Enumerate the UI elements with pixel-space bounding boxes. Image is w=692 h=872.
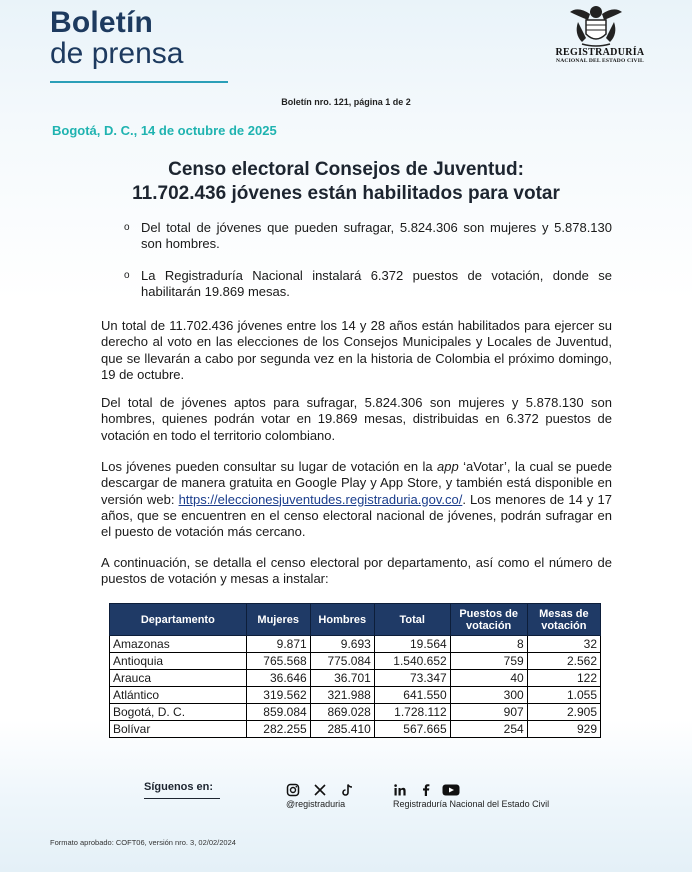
value-cell: 300 — [450, 687, 527, 704]
value-cell: 1.728.112 — [374, 704, 450, 721]
org-name: REGISTRADURÍA — [555, 47, 645, 58]
header-mujeres: Mujeres — [246, 604, 310, 636]
press-title-line2: 11.702.436 jóvenes están habilitados para votar — [132, 183, 560, 204]
value-cell: 775.084 — [310, 653, 374, 670]
value-cell: 36.701 — [310, 670, 374, 687]
header-departamento: Departamento — [110, 604, 247, 636]
header-total: Total — [374, 604, 450, 636]
value-cell: 2.905 — [527, 704, 600, 721]
coat-of-arms-icon — [568, 4, 624, 48]
value-cell: 1.055 — [527, 687, 600, 704]
bullet-text: Del total de jóvenes que pueden sufragar, 5.824.306 son mujeres y 5.878.130 son hombres. — [141, 220, 612, 251]
value-cell: 36.646 — [246, 670, 310, 687]
follow-label: Síguenos en: — [144, 781, 214, 793]
table-row — [110, 687, 601, 704]
value-cell: 319.562 — [246, 687, 310, 704]
value-cell: 907 — [450, 704, 527, 721]
paragraph-3 — [101, 459, 612, 540]
paragraph-2: Del total de jóvenes aptos para sufragar, 5.824.306 son mujeres y 5.878.130 son hombres, quienes podrán votar en 19.869 mesas, distribuidas en 6.372 puestos de votación en todo el territorio colombiano. — [101, 395, 612, 443]
value-cell: 122 — [527, 670, 600, 687]
paragraph-3-text-c: . Los menores de 14 y 17 años, que se encuentren en el censo electoral nacional de jóvenes, podrán sufragar en el puesto de votación más cercano. — [101, 491, 612, 540]
header-mesas: Mesas de votación — [527, 604, 600, 636]
header-divider — [50, 81, 228, 83]
paragraph-3-text-a: Los jóvenes pueden consultar su lugar de votación en la — [101, 459, 437, 474]
follow-underline — [144, 798, 220, 799]
x-icon[interactable] — [313, 783, 327, 797]
format-footer: Formato aprobado: COFT06, versión nro. 3, 02/02/2024 — [50, 838, 236, 847]
header-puestos: Puestos de votación — [450, 604, 527, 636]
header-title-line1: Boletín — [50, 6, 154, 39]
value-cell: 40 — [450, 670, 527, 687]
value-cell: 869.028 — [310, 704, 374, 721]
header-hombres: Hombres — [310, 604, 374, 636]
value-cell: 859.084 — [246, 704, 310, 721]
instagram-icon[interactable] — [286, 783, 300, 797]
value-cell: 929 — [527, 721, 600, 738]
header-title-line2: de prensa — [50, 37, 184, 70]
table-row — [110, 636, 601, 653]
value-cell: 254 — [450, 721, 527, 738]
facebook-icon[interactable] — [419, 783, 433, 797]
value-cell: 641.550 — [374, 687, 450, 704]
date-place: Bogotá, D. C., 14 de octubre de 2025 — [52, 123, 277, 138]
tiktok-icon[interactable] — [340, 783, 354, 797]
value-cell: 282.255 — [246, 721, 310, 738]
department-census-table — [109, 603, 601, 738]
press-title-line1: Censo electoral Consejos de Juventud: — [168, 159, 524, 180]
department-cell: Bolívar — [110, 721, 247, 738]
department-cell: Atlántico — [110, 687, 247, 704]
value-cell: 321.988 — [310, 687, 374, 704]
value-cell: 765.568 — [246, 653, 310, 670]
value-cell: 73.347 — [374, 670, 450, 687]
value-cell: 9.871 — [246, 636, 310, 653]
paragraph-4: A continuación, se detalla el censo electoral por departamento, así como el número de puestos de votación y mesas a instalar: — [101, 555, 612, 587]
value-cell: 19.564 — [374, 636, 450, 653]
value-cell: 285.410 — [310, 721, 374, 738]
youtube-icon[interactable] — [442, 783, 460, 797]
press-title — [80, 158, 612, 206]
value-cell: 2.562 — [527, 653, 600, 670]
department-cell: Bogotá, D. C. — [110, 704, 247, 721]
bullet-text: La Registraduría Nacional instalará 6.372 puestos de votación, donde se habilitarán 19.869 mesas. — [141, 268, 612, 299]
department-cell: Arauca — [110, 670, 247, 687]
bullet-marker: o — [124, 270, 130, 281]
table-header-row — [110, 604, 601, 636]
bullet-marker: o — [124, 222, 130, 233]
value-cell: 1.540.652 — [374, 653, 450, 670]
social-org-name: Registraduría Nacional del Estado Civil — [393, 799, 550, 809]
table-row — [110, 670, 601, 687]
value-cell: 759 — [450, 653, 527, 670]
social-handle: @registraduria — [286, 799, 346, 809]
linkedin-icon[interactable] — [393, 783, 407, 797]
paragraph-1: Un total de 11.702.436 jóvenes entre los 14 y 28 años están habilitados para ejercer su derecho al voto en las elecciones de los Consejos Municipales y Locales de Juventud, que se llevarán a cabo por segunda vez en la historia de Colombia el próximo domingo, 19 de octubre. — [101, 318, 612, 382]
avotar-web-link[interactable]: https://eleccionesjuventudes.registraduria.gov.co/ — [178, 491, 463, 507]
value-cell: 9.693 — [310, 636, 374, 653]
bulletin-info: Boletín nro. 121, página 1 de 2 — [281, 97, 411, 107]
paragraph-3-app: app — [436, 459, 459, 474]
org-subtitle: NACIONAL DEL ESTADO CIVIL — [556, 58, 644, 64]
table-row — [110, 704, 601, 721]
table-row — [110, 721, 601, 738]
department-cell: Antioquia — [110, 653, 247, 670]
value-cell: 8 — [450, 636, 527, 653]
department-cell: Amazonas — [110, 636, 247, 653]
paragraph-3-text-b: ‘aVotar’, la cual se puede descargar de manera gratuita en Google Play y App Store, y también está disponible en versión web: — [101, 459, 612, 507]
table-row — [110, 653, 601, 670]
value-cell: 32 — [527, 636, 600, 653]
value-cell: 567.665 — [374, 721, 450, 738]
